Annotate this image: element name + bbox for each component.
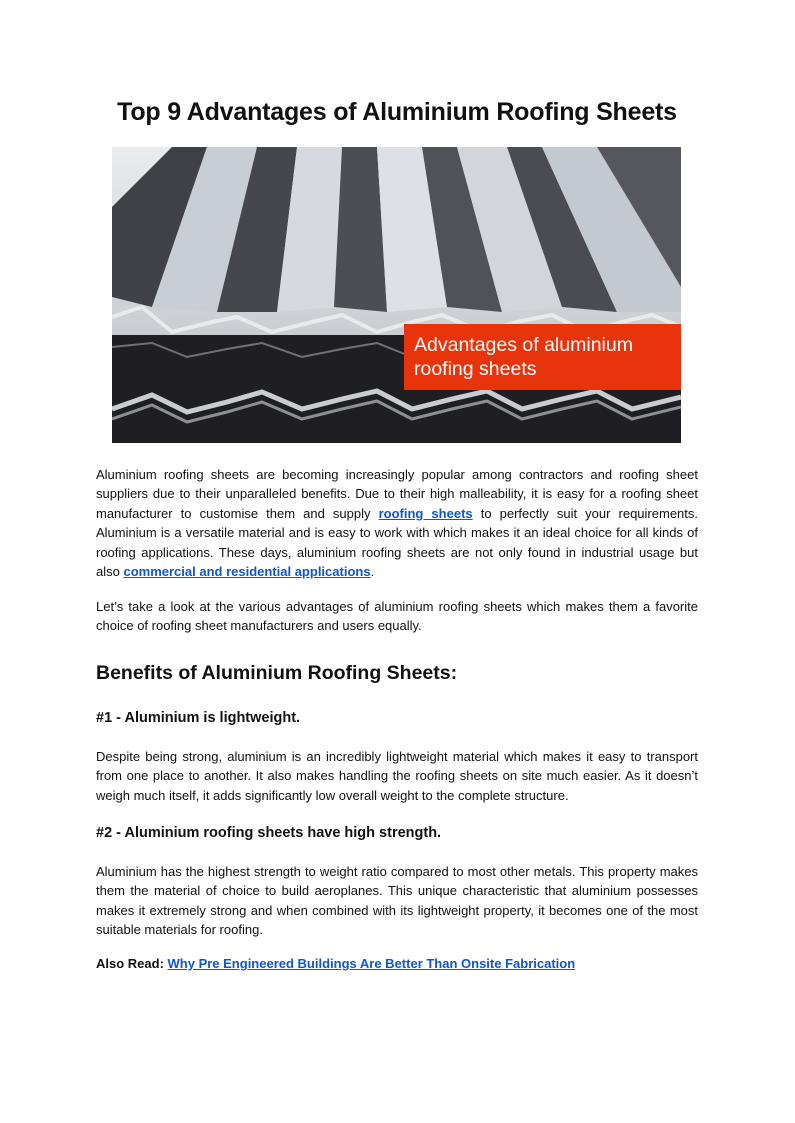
section-1-heading: #1 - Aluminium is lightweight. [96,710,301,726]
section-2-heading: #2 - Aluminium roofing sheets have high strength. [96,825,442,841]
page-title: Top 9 Advantages of Aluminium Roofing Sheets [117,98,677,126]
also-read [96,956,575,971]
hero-badge [404,324,681,390]
intro-text-3: . [370,564,375,580]
roofing-sheets-link[interactable]: roofing sheets [378,505,473,521]
hero-badge-line2: roofing sheets [414,358,537,380]
benefits-heading: Benefits of Aluminium Roofing Sheets: [96,662,458,684]
intro-text-1: Aluminium roofing sheets are becoming increasingly popular among contractors and roofing sheet suppliers due to their unparalleled benefits. Due to their high malleability, it is easy for a roofing sheet manufacturer to customise them and supply [96,467,698,521]
hero-badge-line1: Advantages of aluminium [414,334,633,356]
section-2-body: Aluminium has the highest strength to weight ratio compared to most other metals. This property makes them the material of choice to build aeroplanes. This unique characteristic that aluminium possesses makes it extremely strong and when combined with its lightweight property, it becomes one of the most suitable materials for roofing. [96,864,698,938]
intro-text-2: to perfectly suit your requirements. Aluminium is a versatile material and is easy to work with which makes it an ideal choice for all kinds of roofing applications. These days, aluminium roofing sheets are not only found in industrial usage but also [96,505,699,580]
intro-paragraph [96,465,698,581]
hero-image [112,147,681,443]
aluminium-roofing-photo-icon [112,147,681,443]
also-read-label: Also Read: [96,956,168,971]
section-1-body: Despite being strong, aluminium is an incredibly lightweight material which makes it easy to transport from one place to another. It also makes handling the roofing sheets on site much easier. As it doesn’t weigh much itself, it adds significantly low overall weight to the complete structure. [96,749,698,803]
also-read-link[interactable]: Why Pre Engineered Buildings Are Better Than Onsite Fabrication [167,956,576,971]
look-paragraph: Let’s take a look at the various advantages of aluminium roofing sheets which makes them a favorite choice of roofing sheet manufacturers and users equally. [96,599,698,634]
commercial-residential-link[interactable]: commercial and residential applications [123,564,371,580]
